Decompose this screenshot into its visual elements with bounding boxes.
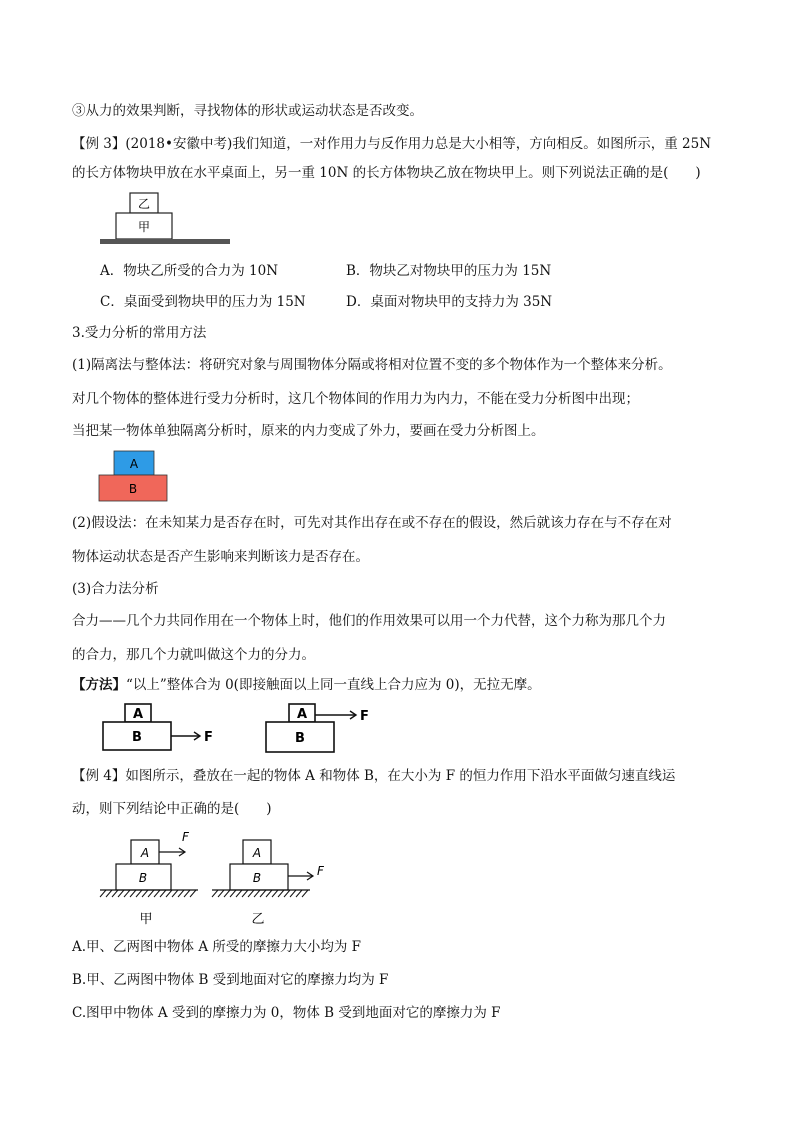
option-c: C．桌面受到物块甲的压力为 15N	[100, 294, 306, 310]
figure-yi	[212, 840, 325, 927]
svg-text:乙: 乙	[251, 912, 265, 927]
option-d: D．桌面对物块甲的支持力为 35N	[346, 294, 553, 310]
example-3-line-2: 的长方体物块甲放在水平桌面上，另一重 10N 的长方体物块乙放在物块甲上。则下列说法正确的是( )	[72, 165, 701, 181]
figure-example-4	[98, 830, 338, 930]
paragraph-1: (1)隔离法与整体法：将研究对象与周围物体分隔或将相对位置不变的多个物体作为一个整体来分析。	[72, 357, 672, 373]
block-a-label: A	[129, 457, 139, 471]
paragraph-4-line-2: 物体运动状态是否产生影响来判断该力是否存在。	[72, 549, 369, 565]
section-heading: 3.受力分析的常用方法	[72, 325, 207, 341]
paragraph-3: 当把某一物体单独隔离分析时，原来的内力变成了外力，要画在受力分析图上。	[72, 423, 545, 439]
svg-text:A: A	[296, 707, 308, 722]
paragraph-5: (3)合力法分析	[72, 581, 159, 597]
svg-text:F: F	[360, 709, 369, 724]
block-b-label: B	[128, 482, 138, 496]
force-on-a-diagram	[266, 704, 369, 752]
svg-text:F: F	[317, 864, 324, 878]
svg-text:A: A	[252, 846, 262, 860]
svg-text:B: B	[252, 871, 262, 885]
force-on-b-diagram	[103, 704, 213, 750]
paragraph-6-line-2: 的合力，那几个力就叫做这个力的分力。	[72, 647, 315, 663]
svg-text:F: F	[204, 730, 213, 745]
block-jia-label: 甲	[137, 220, 151, 234]
paragraph-6-line-1: 合力——几个力共同作用在一个物体上时，他们的作用效果可以用一个力代替，这个力称为那几个力	[72, 613, 666, 629]
option-a: A．物块乙所受的合力为 10N	[100, 263, 279, 279]
answer-b: B.甲、乙两图中物体 B 受到地面对它的摩擦力均为 F	[72, 972, 389, 988]
figure-blocks-yi-jia	[100, 193, 240, 245]
option-b: B．物块乙对物块甲的压力为 15N	[346, 263, 552, 279]
method-tag: 【方法】	[72, 677, 126, 693]
figure-force-method	[103, 704, 393, 754]
method-text: “以上”整体合为 0(即接触面以上同一直线上合力应为 0)，无拉无摩。	[126, 677, 541, 693]
answer-c: C.图甲中物体 A 受到的摩擦力为 0，物体 B 受到地面对它的摩擦力为 F	[72, 1005, 501, 1021]
svg-text:B: B	[138, 871, 148, 885]
figure-colored-blocks	[99, 451, 169, 503]
svg-text:F: F	[182, 830, 189, 844]
example-4-line-1: 【例 4】如图所示，叠放在一起的物体 A 和物体 B，在大小为 F 的恒力作用下沿水平面做匀速直线运	[72, 768, 676, 784]
svg-text:A: A	[132, 707, 144, 722]
method-line	[72, 675, 541, 695]
block-yi-label: 乙	[137, 197, 151, 211]
text-line-1: ③从力的效果判断，寻找物体的形状或运动状态是否改变。	[72, 103, 423, 119]
svg-text:A: A	[140, 846, 150, 860]
example-3-line-1: 【例 3】(2018•安徽中考)我们知道，一对作用力与反作用力总是大小相等，方向相反。如图所示，重 25N	[72, 136, 712, 152]
answer-a: A.甲、乙两图中物体 A 所受的摩擦力大小均为 F	[72, 939, 362, 955]
svg-text:B: B	[295, 731, 305, 746]
svg-text:甲: 甲	[139, 912, 153, 927]
figure-jia	[100, 830, 198, 927]
paragraph-2: 对几个物体的整体进行受力分析时，这几个物体间的作用力为内力，不能在受力分析图中出现；	[72, 391, 639, 407]
svg-text:B: B	[132, 730, 142, 745]
example-4-line-2: 动，则下列结论中正确的是( )	[72, 801, 272, 817]
paragraph-4-line-1: (2)假设法：在未知某力是否存在时，可先对其作出存在或不存在的假设，然后就该力存在与不存在对	[72, 515, 672, 531]
